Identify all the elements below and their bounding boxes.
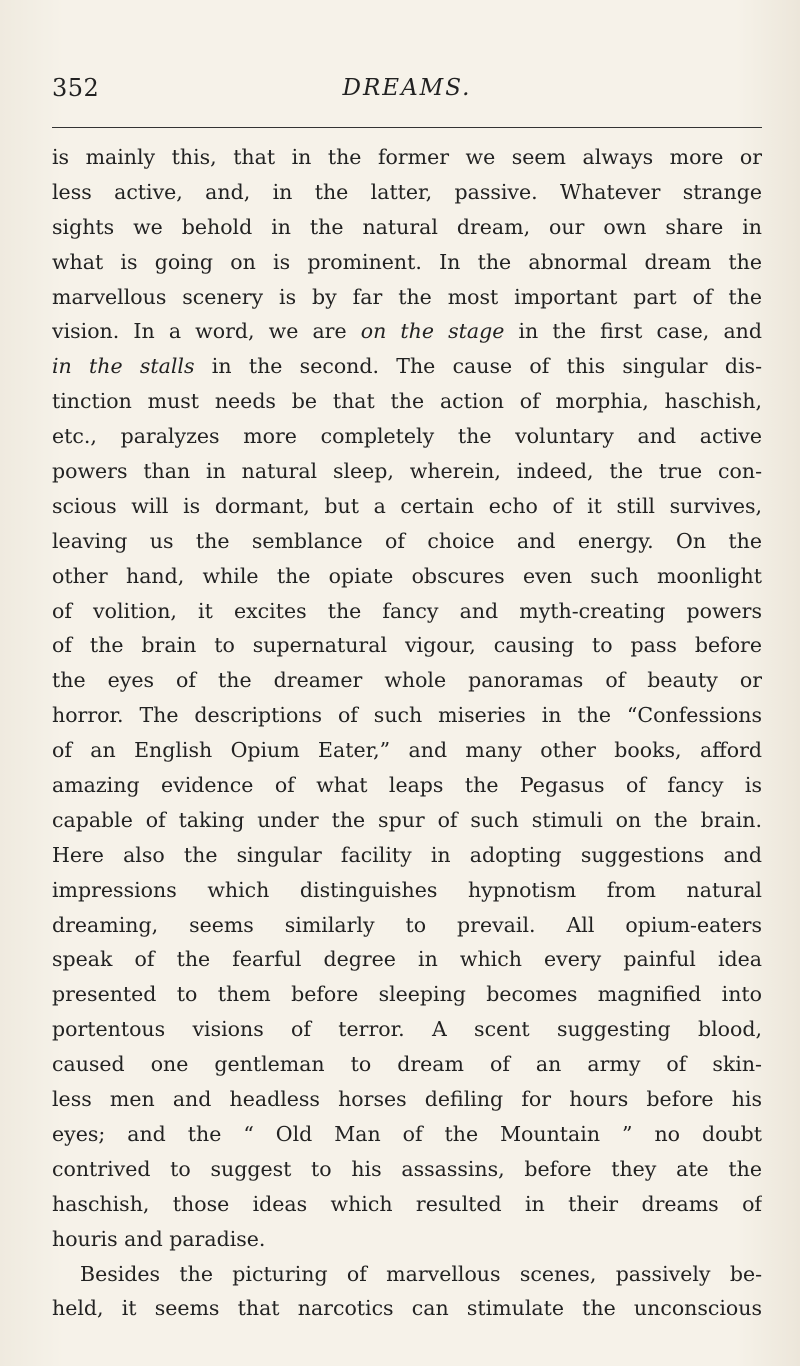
text-line-32: houris and paradise.	[52, 1226, 266, 1251]
text-line-12: leaving us the semblance of choice and energy. On the	[52, 528, 762, 553]
text-line-15: of the brain to supernatural vigour, causing to pass before	[52, 633, 762, 658]
text-line-21: Here also the singular facility in adopting suggestions and	[52, 842, 762, 867]
italic-phrase-in-the-stalls: in the stalls	[52, 354, 195, 379]
text-line-7	[52, 349, 762, 384]
text-line-14: of volition, it excites the fancy and myth-creating powers	[52, 598, 762, 623]
text-line-33: Besides the picturing of marvellous scenes, passively be-	[80, 1261, 762, 1286]
text-line-18: of an English Opium Eater,” and many other books, afford	[52, 738, 762, 763]
text-line-16: the eyes of the dreamer whole panoramas of beauty or	[52, 668, 762, 693]
text-line-6	[52, 314, 762, 349]
text-line-5: marvellous scenery is by far the most important part of the	[52, 284, 762, 309]
text-line-26: portentous visions of terror. A scent suggesting blood,	[52, 1017, 762, 1042]
text-line-28: less men and headless horses defiling for hours before his	[52, 1087, 762, 1112]
text-line-2: less active, and, in the latter, passive. Whatever strange	[52, 179, 762, 204]
text-line-20: capable of taking under the spur of such stimuli on the brain.	[52, 807, 762, 832]
text-line-22: impressions which distinguishes hypnotism from natural	[52, 877, 762, 902]
text-line-24: speak of the fearful degree in which every painful idea	[52, 947, 762, 972]
text-line-6-a: vision. In a word, we are	[52, 319, 361, 344]
text-line-31: haschish, those ideas which resulted in their dreams of	[52, 1191, 762, 1216]
text-line-3: sights we behold in the natural dream, our own share in	[52, 214, 762, 239]
text-line-27: caused one gentleman to dream of an army of skin-	[52, 1052, 762, 1077]
text-line-8: tinction must needs be that the action of morphia, haschish,	[52, 389, 762, 414]
text-line-9: etc., paralyzes more completely the voluntary and active	[52, 424, 762, 449]
italic-phrase-on-the-stage: on the stage	[360, 319, 505, 344]
header-rule	[52, 127, 762, 128]
text-line-7-rest: in the second. The cause of this singular dis-	[194, 354, 762, 379]
text-line-10: powers than in natural sleep, wherein, indeed, the true con-	[52, 459, 762, 484]
text-line-34: held, it seems that narcotics can stimulate the unconscious	[52, 1296, 762, 1321]
page-header	[52, 72, 762, 112]
text-line-6-c: in the first case, and	[504, 319, 762, 344]
text-line-11: scious will is dormant, but a certain echo of it still survives,	[52, 493, 762, 518]
text-line-4: what is going on is prominent. In the abnormal dream the	[52, 249, 762, 274]
text-line-30: contrived to suggest to his assassins, before they ate the	[52, 1156, 762, 1181]
text-line-1: is mainly this, that in the former we seem always more or	[52, 145, 762, 169]
body-text	[52, 140, 762, 1326]
running-head: DREAMS.	[342, 75, 472, 101]
text-line-13: other hand, while the opiate obscures even such moonlight	[52, 563, 762, 588]
text-line-23: dreaming, seems similarly to prevail. All opium-eaters	[52, 912, 762, 937]
text-line-25: presented to them before sleeping becomes magnified into	[52, 982, 762, 1007]
text-line-29: eyes; and the “ Old Man of the Mountain ” no doubt	[52, 1121, 762, 1146]
page-number: 352	[52, 74, 100, 102]
text-line-19: amazing evidence of what leaps the Pegasus of fancy is	[52, 773, 762, 798]
text-line-17: horror. The descriptions of such miseries in the “Confessions	[52, 703, 762, 728]
